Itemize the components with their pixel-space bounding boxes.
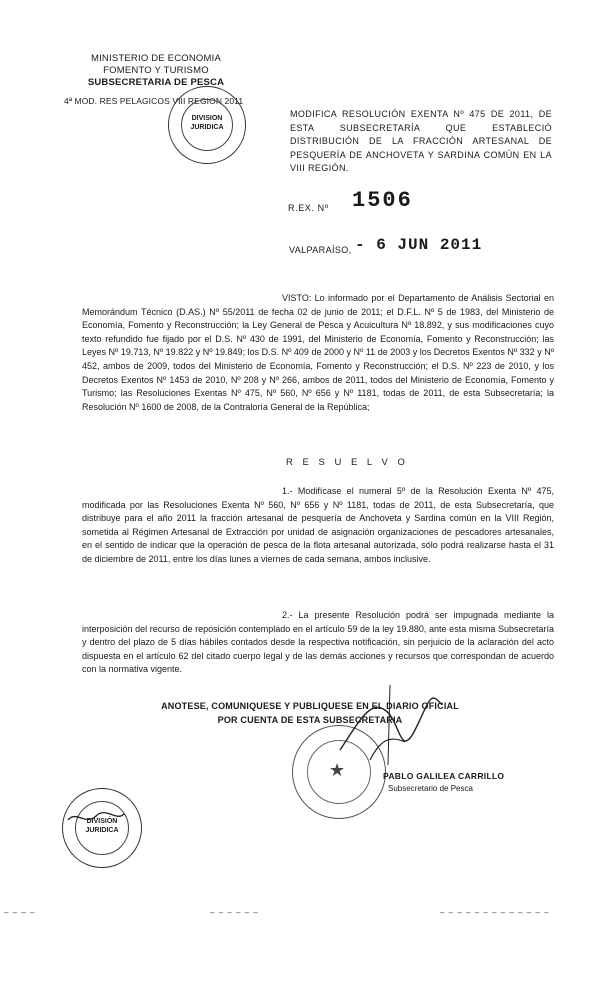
subsecretaria-name: SUBSECRETARIA DE PESCA bbox=[87, 77, 225, 88]
closing-line-2: POR CUENTA DE ESTA SUBSECRETARIA bbox=[217, 715, 403, 725]
handwritten-signature bbox=[330, 680, 450, 770]
bottom-stamp-division-label: DIVISIÓN bbox=[86, 818, 118, 825]
resolution-number: 1506 bbox=[352, 188, 413, 213]
bottom-stamp-juridica-label: JURIDICA bbox=[85, 827, 119, 834]
closing-line-1: ANOTESE, COMUNIQUESE Y PUBLIQUESE EN EL DIARIO OFICIAL bbox=[161, 701, 459, 711]
letterhead bbox=[56, 53, 256, 89]
footer-mark-right: – – – – – – – – – – – – – bbox=[440, 908, 550, 917]
footer-mark-left: – – – – bbox=[4, 908, 36, 917]
resolution-item-1: 1.- Modifícase el numeral 5º de la Resolución Exenta Nº 475, modificada por las Resoluciones Exenta Nº 560, Nº 656 y Nº 1181, todas de 2011, de esta Subsecretaría, que distribuye para el año 2011 la fracción artesanal de pesquería de Anchoveta y Sardina común en la VIII Región, sometida al Régimen Artesanal de Extracción por unidad de asignación organizaciones de pescadores artesanales, en el sentido de indicar que la operación de pesca de la flota artesanal autorizada, sólo podrá realizarse hasta el 31 de diciembre de 2011, entre los días lunes a viernes de cada semana, ambos inclusive. bbox=[82, 486, 554, 564]
visto-paragraph: VISTO: Lo informado por el Departamento de Análisis Sectorial en Memorándum Técnico (D.AS.) Nº 55/2011 de fecha 02 de junio de 2011; el D.F.L. Nº 5 de 1983, del Ministerio de Economía, Fomento y Reconstrucción; la Ley General de Pesca y Acuicultura Nº 18.892, y sus modificaciones cuyo texto refundido fue fijado por el D.S. Nº 430 de 1991, del Ministerio de Economía, Fomento y Reconstrucción; las Leyes Nº 19.713, Nº 19.822 y Nº 19.849; los D.S. Nº 409 de 2000 y Nº 11 de 2003 y los Decretos Exentos Nº 332 y Nº 452, ambos de 2009, todos del Ministerio de Economía, Fomento y Reconstrucción; el D.S. Nº 223 de 2010, y los Decretos Exentos Nº 1453 de 2010, Nº 208 y Nº 266, ambos de 2011, todos del Ministerio de Economía, Fomento y Turismo; las Resoluciones Exentas Nº 475, Nº 560, Nº 656 y Nº 1181, todas de 2011, de esta Subsecretaría; la Resolución Nº 1600 de 2008, de la Contraloría General de la República; bbox=[82, 293, 554, 412]
division-juridica-stamp-bottom bbox=[62, 788, 142, 868]
ministry-subname: FOMENTO Y TURISMO bbox=[103, 65, 209, 76]
stamp-division-label: DIVISION bbox=[191, 115, 223, 122]
document-subject: MODIFICA RESOLUCIÓN EXENTA Nº 475 DE 2011, DE ESTA SUBSECRETARÍA QUE ESTABLECIÓ DISTRIBUCIÓN DE LA FRACCIÓN ARTESANAL DE PESQUERÍA DE ANCHOVETA Y SARDINA COMÚN EN LA VIII REGIÓN. bbox=[290, 109, 552, 173]
footer-mark-mid: – – – – – – bbox=[210, 908, 259, 917]
resolution-label: R.EX. Nº bbox=[288, 203, 329, 213]
reference-code: 4ª MOD. RES PELAGICOS VIII REGION 2011 bbox=[64, 96, 244, 106]
signer-name: PABLO GALILEA CARRILLO bbox=[383, 771, 505, 781]
date-stamp: - 6 JUN 2011 bbox=[355, 236, 483, 254]
resolution-item-2: 2.- La presente Resolución podrá ser impugnada mediante la interposición del recurso de reposición contemplado en el artículo 59 de la ley 19.880, ante esta misma Subsecretaría y dentro del plazo de 5 días hábiles contados desde la respectiva notificación, sin perjuicio de la aclaración del acto dispuesta en el artículo 62 del citado cuerpo legal y de las demás acciones y recursos que correspondan de acuerdo con la normativa vigente. bbox=[82, 610, 554, 675]
place: VALPARAÍSO, bbox=[289, 245, 352, 255]
division-juridica-stamp bbox=[168, 86, 246, 164]
initials-scribble bbox=[66, 808, 126, 828]
star-icon: ★ bbox=[329, 760, 346, 780]
signer-title: Subsecretario de Pesca bbox=[388, 784, 473, 793]
stamp-juridica-label: JURIDICA bbox=[190, 124, 224, 131]
resuelvo-heading: R E S U E L V O bbox=[286, 457, 409, 468]
ministry-name: MINISTERIO DE ECONOMIA bbox=[90, 53, 222, 64]
